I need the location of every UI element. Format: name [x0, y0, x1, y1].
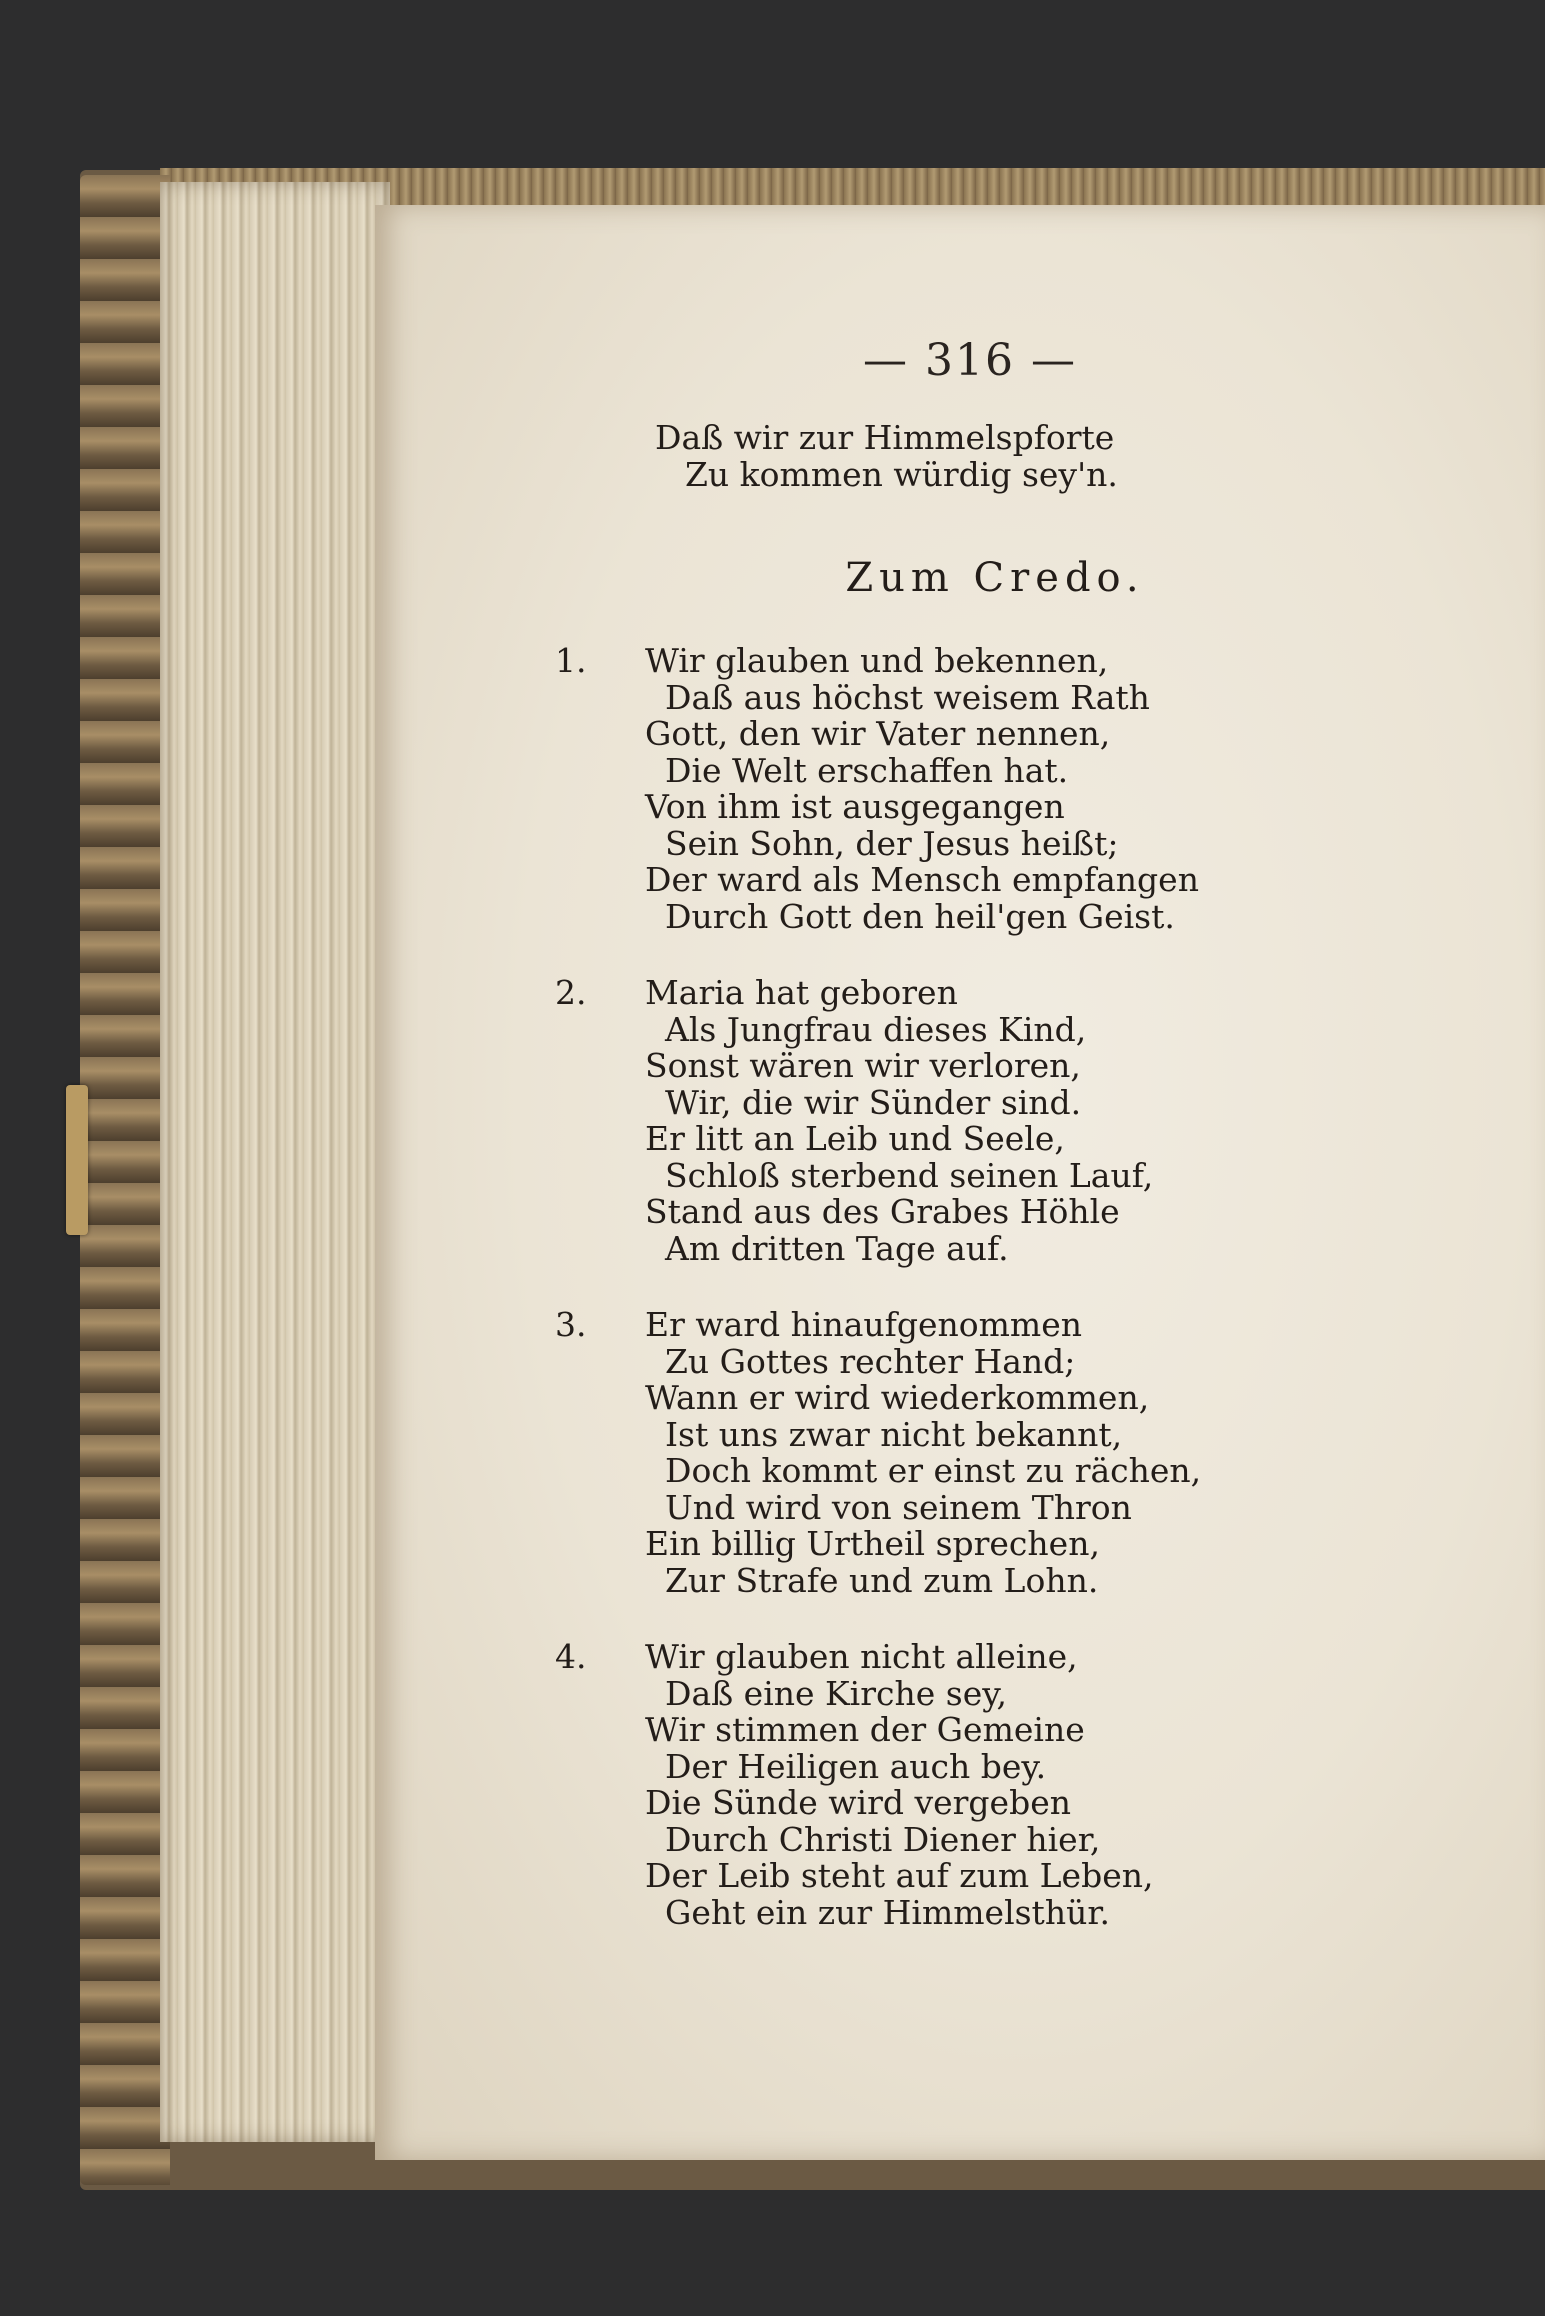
verse-line: Durch Gott den heil'gen Geist.	[665, 896, 1175, 936]
verse-number: 2.	[555, 973, 587, 1012]
verse-line: Am dritten Tage auf.	[665, 1228, 1009, 1268]
verse-line: Durch Christi Diener hier,	[665, 1819, 1101, 1859]
verse-line: Stand aus des Grabes Höhle	[645, 1192, 1120, 1231]
verse-line: Wann er wird wiederkommen,	[645, 1378, 1150, 1417]
verse-line: Die Sünde wird vergeben	[645, 1783, 1071, 1822]
verse-3	[555, 1305, 1435, 1600]
verse-line: Wir glauben nicht alleine,	[645, 1637, 1078, 1676]
verse-line: Ein billig Urtheil sprechen,	[645, 1524, 1100, 1563]
verse-line: Zu Gottes rechter Hand;	[665, 1341, 1076, 1381]
verse-line: Als Jungfrau dieses Kind,	[665, 1009, 1087, 1049]
page-number: — 316 —	[863, 335, 1077, 386]
page-stack-edge	[160, 182, 390, 2142]
verse-1	[555, 641, 1435, 936]
opening-line: Daß wir zur Himmelspforte	[655, 418, 1115, 457]
verse-line: Wir glauben und bekennen,	[645, 641, 1109, 680]
verse-line: Der ward als Mensch empfangen	[645, 860, 1199, 899]
verse-line: Maria hat geboren	[645, 973, 958, 1012]
opening-line: Zu kommen würdig sey'n.	[685, 454, 1118, 494]
verse-line: Er ward hinaufgenommen	[645, 1305, 1083, 1344]
verse-line: Er litt an Leib und Seele,	[645, 1119, 1065, 1158]
verse-line: Sonst wären wir verloren,	[645, 1046, 1081, 1085]
verse-line: Gott, den wir Vater nennen,	[645, 714, 1111, 753]
verse-line: Ist uns zwar nicht bekannt,	[665, 1414, 1123, 1454]
verse-number: 1.	[555, 641, 587, 680]
verse-line: Die Welt erschaffen hat.	[665, 750, 1069, 790]
verse-number: 4.	[555, 1637, 587, 1676]
verse-line: Daß aus höchst weisem Rath	[665, 677, 1150, 717]
verse-line: Doch kommt er einst zu rächen,	[665, 1451, 1202, 1490]
verse-2	[555, 973, 1435, 1268]
book-spine	[80, 175, 170, 2185]
verse-line: Geht ein zur Himmelsthür.	[665, 1892, 1110, 1932]
verse-line: Daß eine Kirche sey,	[665, 1673, 1007, 1713]
verse-line: Sein Sohn, der Jesus heißt;	[665, 823, 1119, 863]
book-clasp	[66, 1085, 88, 1235]
verse-line: Schloß sterbend seinen Lauf,	[665, 1155, 1154, 1195]
verse-line: Und wird von seinem Thron	[665, 1487, 1132, 1527]
verse-line: Der Leib steht auf zum Leben,	[645, 1856, 1154, 1895]
page-text	[555, 418, 1435, 1971]
verse-line: Von ihm ist ausgegangen	[645, 787, 1065, 826]
verse-number: 3.	[555, 1305, 587, 1344]
verse-line: Zur Strafe und zum Lohn.	[665, 1560, 1099, 1600]
verse-line: Der Heiligen auch bey.	[665, 1746, 1047, 1786]
book-page	[375, 205, 1545, 2160]
verse-4	[555, 1637, 1435, 1932]
verse-line: Wir, die wir Sünder sind.	[665, 1082, 1082, 1122]
section-heading: Zum Credo.	[845, 555, 1145, 601]
verse-line: Wir stimmen der Gemeine	[645, 1710, 1085, 1749]
